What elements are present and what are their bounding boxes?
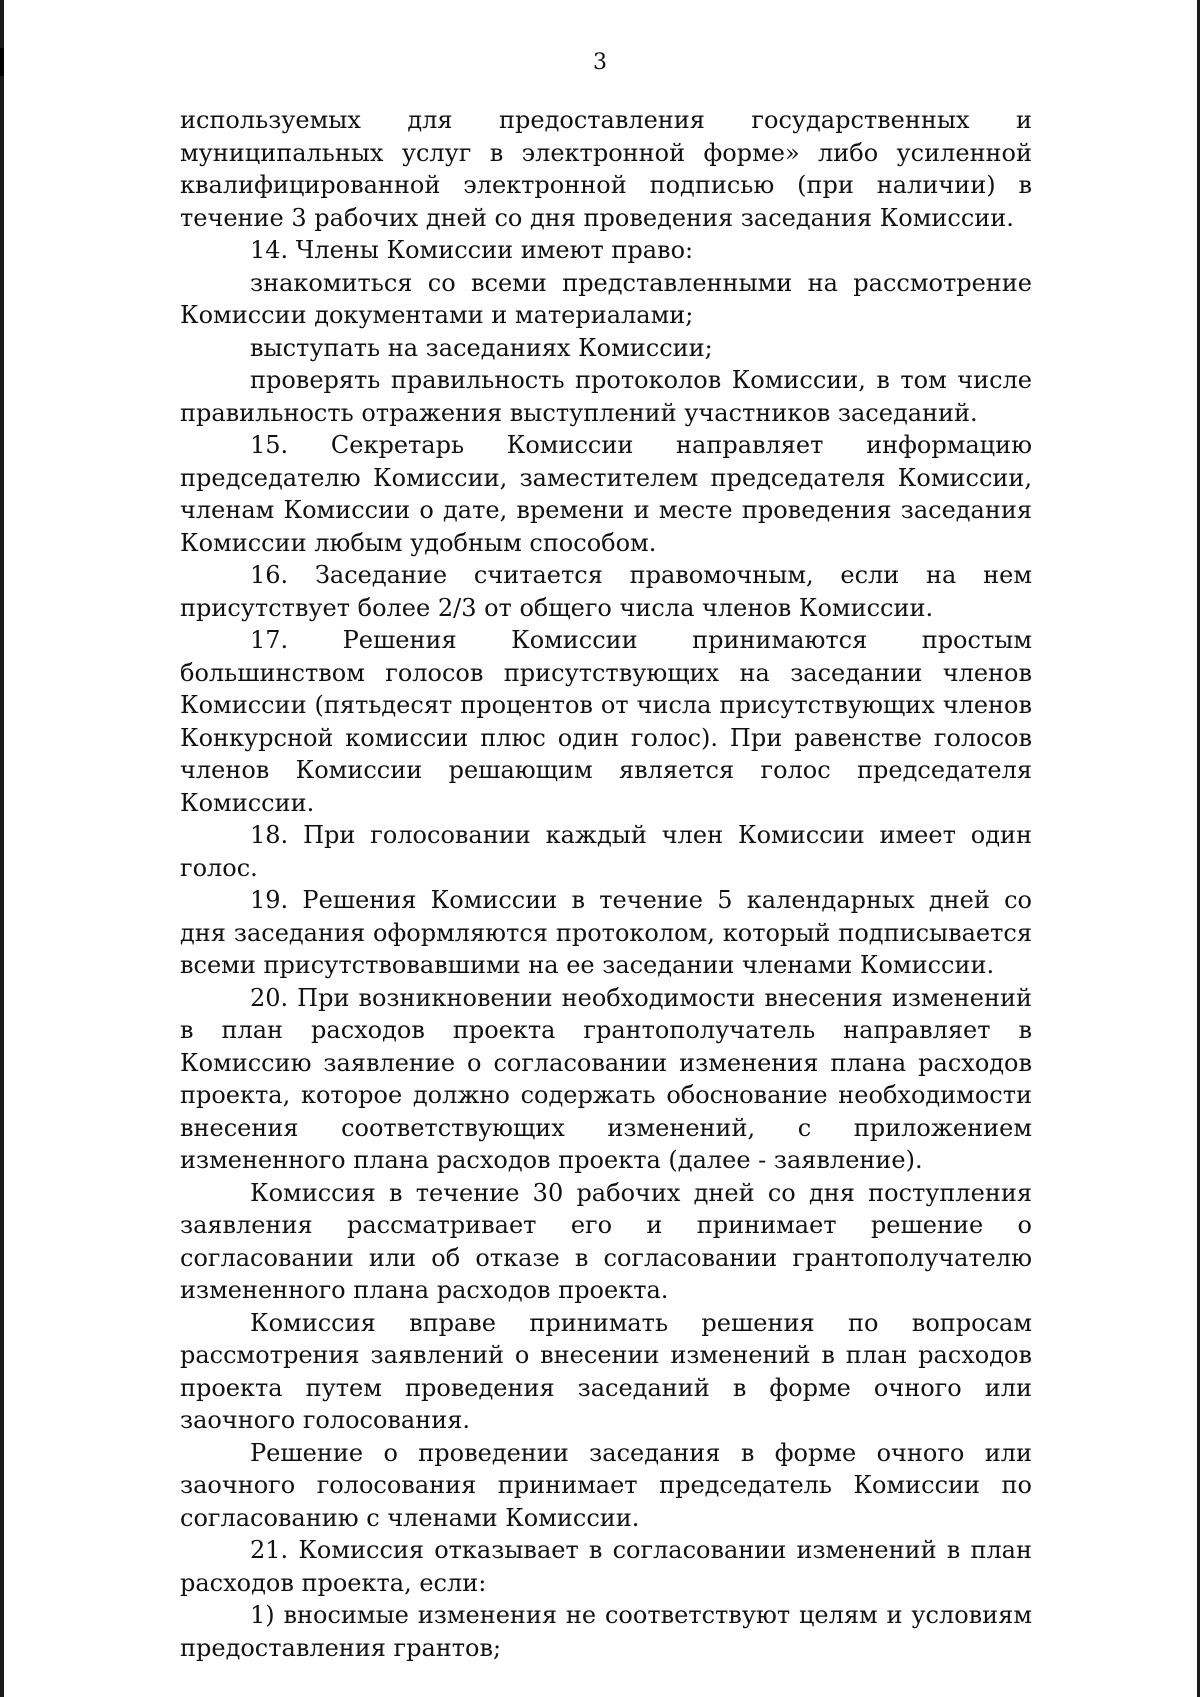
paragraph: 16. Заседание считается правомочным, если на нем присутствует более 2/3 от общего числа членов Комиссии. [180, 561, 1032, 622]
paragraph: Комиссия в течение 30 рабочих дней со дня поступления заявления рассматривает его и принимает решение о согласовании или об отказе в согласовании грантополучателю измененного плана расходов проекта. [180, 1178, 1032, 1304]
paragraph: 1) вносимые изменения не соответствуют целям и условиям предоставления грантов; [180, 1601, 1032, 1662]
document-body [180, 104, 1032, 1664]
paragraph: 19. Решения Комиссии в течение 5 календарных дней со дня заседания оформляются протоколом, который подписывается всеми присутствовавшими на ее заседании членами Комиссии. [180, 886, 1032, 979]
page-number: 3 [593, 50, 607, 75]
paragraph: Комиссия вправе принимать решения по вопросам рассмотрения заявлений о внесении изменений в план расходов проекта путем проведения заседаний в форме очного или заочного голосования. [180, 1308, 1032, 1434]
paragraph: Решение о проведении заседания в форме очного или заочного голосования принимает председатель Комиссии по согласованию с членами Комиссии. [180, 1438, 1032, 1532]
paragraph: используемых для предоставления государственных и муниципальных услуг в электронной форме» либо усиленной квалифицированной электронной подписью (при наличии) в течение 3 рабочих дней со дня проведения заседания Комиссии. [180, 106, 1032, 232]
paragraph: 20. При возникновении необходимости внесения изменений в план расходов проекта грантополучатель направляет в Комиссию заявление о согласовании изменения плана расходов проекта, которое должно содержать обоснование необходимости внесения соответствующих изменений, с приложением измененного плана расходов проекта (далее - заявление). [180, 983, 1032, 1174]
paragraph: 18. При голосовании каждый член Комиссии имеет один голос. [180, 821, 1032, 882]
paragraph: знакомиться со всеми представленными на рассмотрение Комиссии документами и материалами; [180, 268, 1032, 329]
paragraph: 17. Решения Комиссии принимаются простым большинством голосов присутствующих на заседании членов Комиссии (пятьдесят процентов от числа присутствующих членов Конкурсной комиссии плюс один голос). При равенстве голосов членов Комиссии решающим является голос председателя Комиссии. [180, 626, 1032, 817]
paragraph: 15. Секретарь Комиссии направляет информацию председателю Комиссии, заместителем председателя Комиссии, членам Комиссии о дате, времени и месте проведения заседания Комиссии любым удобным способом. [180, 431, 1032, 557]
paragraph: проверять правильность протоколов Комиссии, в том числе правильность отражения выступлений участников заседаний. [180, 366, 1032, 427]
scan-edge-left [0, 0, 4, 1697]
paragraph: выступать на заседаниях Комиссии; [250, 333, 713, 362]
paragraph: 14. Члены Комиссии имеют право: [250, 236, 694, 264]
paragraph: 21. Комиссия отказывает в согласовании изменений в план расходов проекта, если: [180, 1536, 1032, 1597]
